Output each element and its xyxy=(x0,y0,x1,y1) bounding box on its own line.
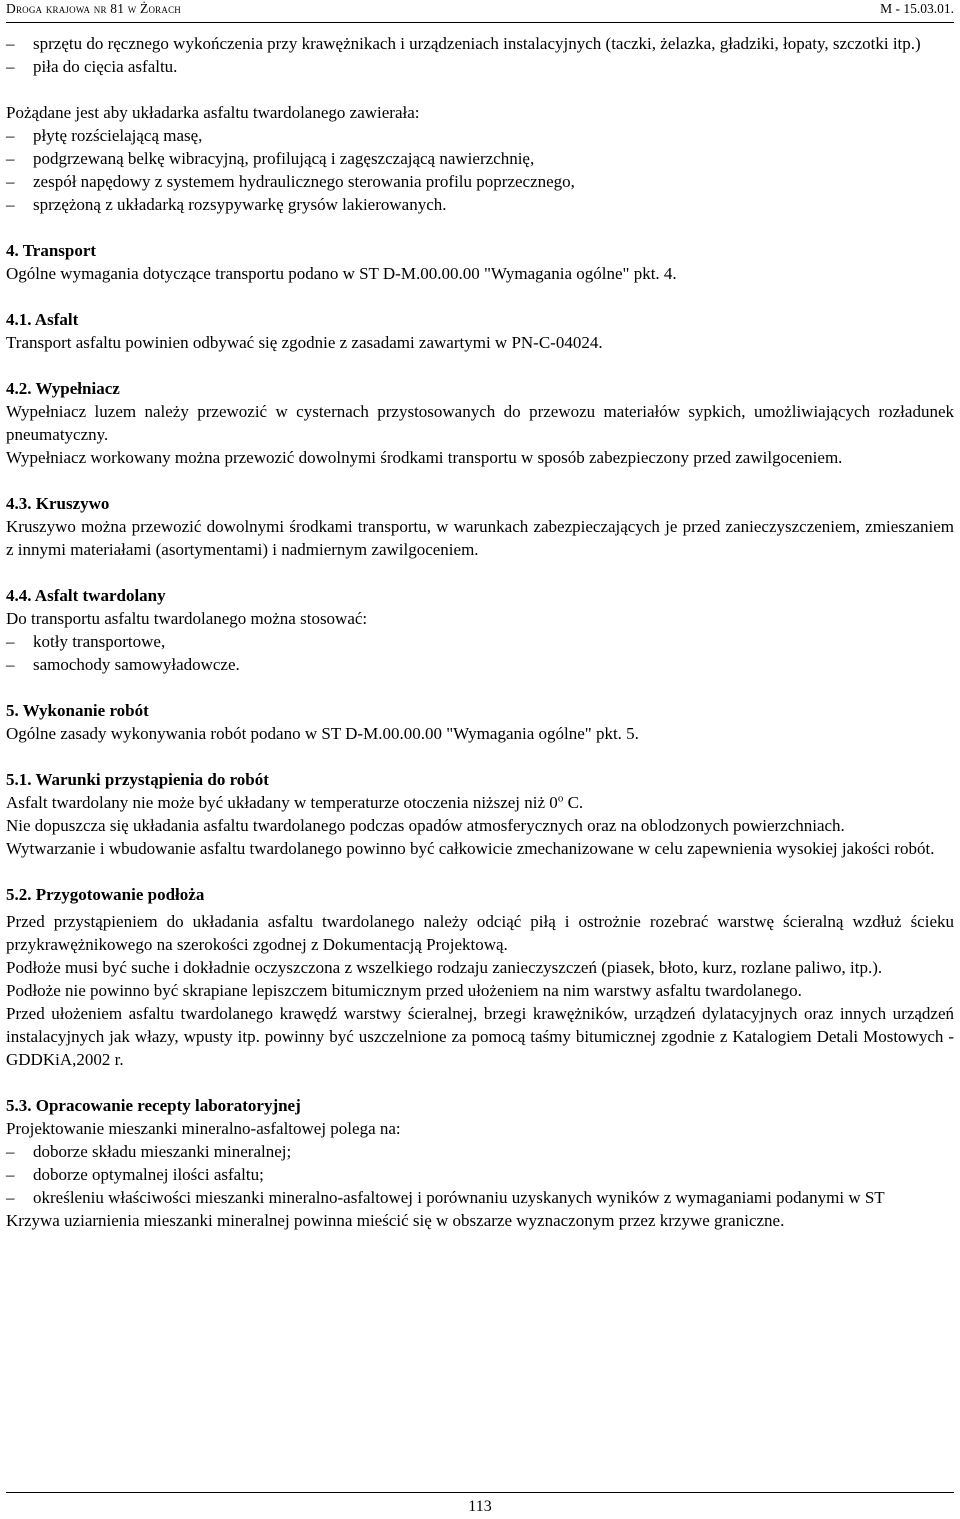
section-5-1-paragraph: Wytwarzanie i wbudowanie asfaltu twardolanego powinno być całkowicie zmechanizowane w celu zapewnienia wysokiej jakości robót. xyxy=(6,839,935,858)
section-5-1-heading: 5.1. Warunki przystąpienia do robót xyxy=(6,770,269,789)
page-header xyxy=(6,0,954,23)
list-item: – samochody samowyładowcze. xyxy=(6,655,240,674)
dash-icon: – xyxy=(6,1142,15,1161)
section-4-text: Ogólne wymagania dotyczące transportu podano w ST D-M.00.00.00 "Wymagania ogólne" pkt. 4. xyxy=(6,264,677,283)
list-item: – doborze składu mieszanki mineralnej; xyxy=(6,1142,292,1161)
section-4-1-text: Transport asfaltu powinien odbywać się zgodnie z zasadami zawartymi w PN-C-04024. xyxy=(6,333,603,352)
list-item: – zespół napędowy z systemem hydraulicznego sterowania profilu poprzecznego, xyxy=(6,172,575,191)
dash-icon: – xyxy=(6,126,15,145)
section-5-heading: 5. Wykonanie robót xyxy=(6,701,149,720)
list-item: – podgrzewaną belkę wibracyjną, profilującą i zagęszczającą nawierzchnię, xyxy=(6,149,535,168)
dash-icon: – xyxy=(6,655,15,674)
section-4-3-text: Kruszywo można przewozić dowolnymi środkami transportu, w warunkach zabezpieczających je przed zanieczyszczeniem, zmieszaniem z innymi materiałami (asortymentami) i nadmiernym zawilgoceniem. xyxy=(6,517,954,559)
section-4-1-heading: 4.1. Asfalt xyxy=(6,310,79,329)
section-4-3-heading: 4.3. Kruszywo xyxy=(6,494,110,513)
list-item: – doborze optymalnej ilości asfaltu; xyxy=(6,1165,264,1184)
document-body xyxy=(6,32,954,1232)
list-item: – sprzętu do ręcznego wykończenia przy krawężnikach i urządzeniach instalacyjnych (taczki, żelazka, gładziki, łopaty, szczotki itp.) xyxy=(6,34,921,53)
dash-icon: – xyxy=(6,1165,15,1184)
dash-icon: – xyxy=(6,172,15,191)
list-item: – sprzężoną z układarką rozsypywarkę grysów lakierowanych. xyxy=(6,195,447,214)
intro-equipment-list xyxy=(6,32,954,78)
section-4-2-heading: 4.2. Wypełniacz xyxy=(6,379,120,398)
section-5-2-paragraph: Podłoże nie powinno być skrapiane lepiszczem bitumicznym przed ułożeniem na nim warstwy asfaltu twardolanego. xyxy=(6,981,802,1000)
section-5-3-closing: Krzywa uziarnienia mieszanki mineralnej powinna mieścić się w obszarze wyznaczonym przez krzywe graniczne. xyxy=(6,1211,785,1230)
page-number: 113 xyxy=(468,1498,492,1515)
dash-icon: – xyxy=(6,57,15,76)
header-road-title: Droga krajowa nr 81 w Żorach xyxy=(6,1,181,16)
list-item: – kotły transportowe, xyxy=(6,632,166,651)
paver-lead: Pożądane jest aby układarka asfaltu twardolanego zawierała: xyxy=(6,103,420,122)
list-item: – piła do cięcia asfaltu. xyxy=(6,57,178,76)
dash-icon: – xyxy=(6,1188,15,1207)
page-footer xyxy=(6,1492,954,1518)
section-4-2-paragraph: Wypełniacz workowany można przewozić dowolnymi środkami transportu w sposób zabezpieczony przed zawilgoceniem. xyxy=(6,448,843,467)
paver-list xyxy=(6,124,954,216)
section-5-2-paragraph: Podłoże musi być suche i dokładnie oczyszczona z wszelkiego rodzaju zanieczyszczeń (piasek, błoto, kurz, rozlane paliwo, itp.). xyxy=(6,958,883,977)
section-4-heading: 4. Transport xyxy=(6,241,97,260)
section-4-4-lead: Do transportu asfaltu twardolanego można stosować: xyxy=(6,609,368,628)
section-5-2-heading: 5.2. Przygotowanie podłoża xyxy=(6,885,205,904)
section-5-2-paragraph: Przed ułożeniem asfaltu twardolanego krawędź warstwy ścieralnej, brzegi krawężników, urządzeń dylatacyjnych oraz innych urządzeń instalacyjnych jak włazy, wpusty itp. powinny być uszczelnione za pomocą taśmy bitumicznej zgodnie z Katalogiem Detali Mostowych - GDDKiA,2002 r. xyxy=(6,1004,954,1069)
section-4-4-heading: 4.4. Asfalt twardolany xyxy=(6,586,166,605)
section-5-2-paragraph: Przed przystąpieniem do układania asfaltu twardolanego należy odciąć piłą i ostrożnie rozebrać warstwę ścieralną wzdłuż ścieku przykrawężnikowego na szerokości zgodnej z Dokumentacją Projektową. xyxy=(6,912,954,954)
mix-design-list xyxy=(6,1140,954,1209)
list-item: – określeniu właściwości mieszanki mineralno-asfaltowej i porównaniu uzyskanych wyników z wymaganiami podanymi w ST xyxy=(6,1188,885,1207)
section-5-3-lead: Projektowanie mieszanki mineralno-asfaltowej polega na: xyxy=(6,1119,401,1138)
transport-means-list xyxy=(6,630,954,676)
section-5-1-paragraph: Asfalt twardolany nie może być układany w temperaturze otoczenia niższej niż 0$^o$ C. xyxy=(6,792,584,812)
dash-icon: – xyxy=(6,632,15,651)
list-item: – płytę rozścielającą masę, xyxy=(6,126,203,145)
dash-icon: – xyxy=(6,34,15,53)
header-spec-code: M - 15.03.01. xyxy=(880,1,954,16)
dash-icon: – xyxy=(6,149,15,168)
section-4-2-paragraph: Wypełniacz luzem należy przewozić w cysternach przystosowanych do przewozu materiałów sypkich, umożliwiających rozładunek pneumatyczny. xyxy=(6,402,954,444)
section-5-3-heading: 5.3. Opracowanie recepty laboratoryjnej xyxy=(6,1096,301,1115)
dash-icon: – xyxy=(6,195,15,214)
section-5-1-paragraph: Nie dopuszcza się układania asfaltu twardolanego podczas opadów atmosferycznych oraz na oblodzonych powierzchniach. xyxy=(6,816,845,835)
section-5-text: Ogólne zasady wykonywania robót podano w ST D-M.00.00.00 "Wymagania ogólne" pkt. 5. xyxy=(6,724,639,743)
